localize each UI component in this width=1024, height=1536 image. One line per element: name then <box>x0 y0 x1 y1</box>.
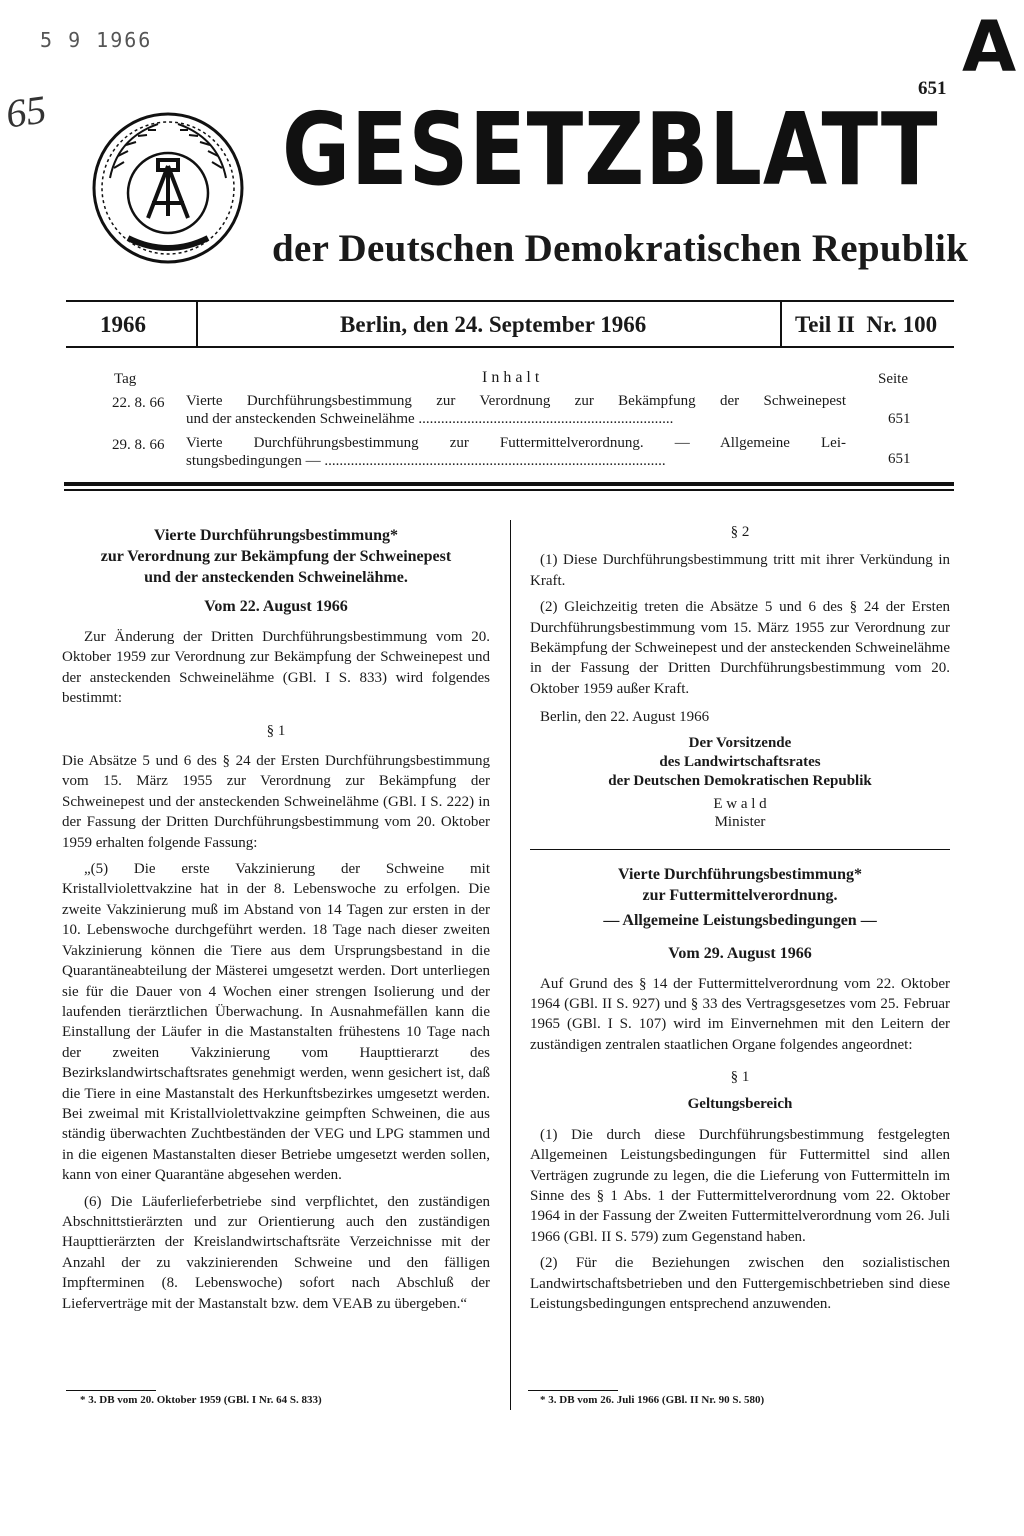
handwritten-letter: A <box>962 6 1017 88</box>
masthead-title: GESETZBLATT <box>282 91 939 208</box>
bar-divider <box>196 300 198 346</box>
bar-top-rule <box>66 300 954 302</box>
right-section-2-para-2: (2) Gleichzeitig treten die Absätze 5 und 6 des § 24 der Ersten Durchführungsbestimmung vom 15. März 1955 zur Verordnung zur Bekämpfung der Schweinepest und der ansteckenden Schweinelähme in der Fassung der Dritten Durchführungsbestimmung vom 20. Oktober 1959 außer Kraft. <box>530 599 950 697</box>
right-title-line: — Allgemeine Leistungsbedingungen — <box>603 911 877 929</box>
state-emblem-icon <box>88 108 248 268</box>
right-footnote: * 3. DB vom 26. Juli 1966 (GBl. II Nr. 90 S. 580) <box>540 1394 765 1406</box>
signatory-line: der Deutschen Demokratischen Republik <box>608 772 872 789</box>
article-separator <box>530 849 950 850</box>
contents-bottom-rule <box>64 489 954 491</box>
contents-entry-date: 22. 8. 66 <box>112 395 165 411</box>
page-number: 651 <box>918 78 947 99</box>
left-quote-para-5: „(5) Die erste Vakzinierung der Schweine mit Kristallviolettvakzine hat in der 8. Lebenswoche zu erfolgen. Die zweite Vakzinierung muß im Abstand von 14 Tagen zur ersten in der 10. Lebenswoche durchgeführt werden. 18 Tage nach dieser zweiten Vakzinierung können die Tiere aus dem Ursprungsbestand in die Quarantäneabteilung der Mästerei umgesetzt werden. Dort unterliegen sie für die Dauer von 4 Wochen einer strengen Isolierung und der laufenden tierärztlichen Überwachung. In Ausnahmefällen kann die Einstallung der Läufer in die Mastanstalten frühestens 10 Tage nach der zweiten Vakzinierung vom Haupttierarzt des Bezirkslandwirtschaftsrates genehmigt werden, wenn gesichert ist, daß die Tiere in eine Mastanstalt des Herkunftsbezirkes umgesetzt werden. Bei zweimal mit Kristallviolettvakzine geimpften Schweinen, die aus ständig überwachten Zuchtbeständen der VEG und LPG stammen und in die eigenen Mastanstalten dieser Betriebe umgesetzt werden sollen, kann von einer Quarantäne abgesehen werden. <box>62 861 490 1184</box>
contents-entry-line: stungsbedingungen — ........................................................................................... <box>186 453 666 469</box>
contents-bottom-rule <box>64 482 954 486</box>
right-footnote-rule <box>528 1390 618 1391</box>
right-section-1-para-2: (2) Für die Beziehungen zwischen den sozialistischen Landwirtschaftsbetrieben und den Futtergemischbetrieben sind diese Leistungsbedingungen entsprechend anzuwenden. <box>530 1255 950 1312</box>
issue-year: 1966 <box>100 312 146 337</box>
right-section-1: § 1 <box>730 1069 750 1086</box>
column-divider <box>510 520 511 1410</box>
left-footnote: * 3. DB vom 20. Oktober 1959 (GBl. I Nr. 64 S. 833) <box>80 1394 322 1406</box>
received-stamp: 5 9 1966 <box>40 28 153 52</box>
handwritten-page-number: 65 <box>3 86 49 137</box>
contents-day-header: Tag <box>114 371 137 387</box>
right-title-line: Vierte Durchführungsbestimmung* <box>617 865 862 883</box>
signatory-line: des Landwirtschaftsrates <box>659 753 821 770</box>
left-column <box>62 525 490 1314</box>
signatory-role: Minister <box>714 813 766 830</box>
left-footnote-rule <box>66 1390 156 1391</box>
contents-entry-page: 651 <box>888 411 911 427</box>
left-quote-para-6: (6) Die Läuferlieferbetriebe sind verpflichtet, den zuständigen Abschnittstierärzten und zur Orientierung auch den zuständigen Haupttierärzten der Kreislandwirtschaftsräte Verzeichnisse mit der Anzahl der zu vakzinierenden Schweine und den fälligen Impfterminen (8. Lebenswoche) sofort nach Abschluß der Lieferverträge mit der Mastanstalt bzw. dem VEAB zu übergeben.“ <box>62 1193 490 1312</box>
contents-entry-line: Vierte Durchführungsbestimmung zur Futtermittelverordnung. — Allgemeine Lei- <box>186 435 846 451</box>
contents-heading: I n h a l t <box>482 369 540 386</box>
right-section-1-para-1: (1) Die durch diese Durchführungsbestimmung festgelegten Allgemeinen Leistungsbedingungen für Futtermittel sind allen Verträgen zugrunde zu legen, die die Lieferung von Futtermitteln im Sinne des § 1 Abs. 1 der Futtermittelverordnung vom 22. Oktober 1964 in der Fassung der Zweiten Futtermittelverordnung vom 26. Juli 1966 (GBl. II S. 579) zum Gegenstand haben. <box>530 1126 950 1245</box>
left-title-line: Vierte Durchführungsbestimmung* <box>153 527 398 544</box>
left-section-1: § 1 <box>266 722 286 739</box>
left-date: Vom 22. August 1966 <box>204 598 348 615</box>
issue-part-number: Teil II Nr. 100 <box>795 312 938 337</box>
right-column <box>530 522 950 1314</box>
right-intro: Auf Grund des § 14 der Futtermittelverordnung vom 22. Oktober 1964 (GBl. II S. 927) und § 33 des Vertragsgesetzes vom 25. Februar 1965 (GBl. I S. 107) wird im Einvernehmen mit den Leitern der zuständigen zentralen staatlichen Organe folgendes angeordnet: <box>530 975 950 1053</box>
issue-place-date: Berlin, den 24. September 1966 <box>340 312 647 337</box>
right-section-2: § 2 <box>730 524 750 540</box>
left-title-line: und der ansteckenden Schweinelähme. <box>144 569 408 586</box>
signed-place-date: Berlin, den 22. August 1966 <box>540 709 710 726</box>
contents-entry-line: Vierte Durchführungsbestimmung zur Verordnung zur Bekämpfung der Schweinepest <box>186 393 846 409</box>
signatory-line: Der Vorsitzende <box>688 734 792 751</box>
left-intro: Zur Änderung der Dritten Durchführungsbestimmung vom 20. Oktober 1959 zur Verordnung zur Bekämpfung der Schweinepest und der ansteckenden Schweinelähme (GBl. I S. 833) wird folgendes bestimmt: <box>62 629 490 707</box>
left-title-line: zur Verordnung zur Bekämpfung der Schweinepest <box>100 548 452 565</box>
contents-page-header: Seite <box>878 371 908 387</box>
right-title-line: zur Futtermittelverordnung. <box>642 886 838 904</box>
contents-entry-line: und der ansteckenden Schweinelähme .................................................................... <box>186 411 674 427</box>
contents-entry-date: 29. 8. 66 <box>112 437 165 453</box>
left-section-1-text: Die Absätze 5 und 6 des § 24 der Ersten Durchführungsbestimmung vom 15. März 1955 zur Verordnung zur Bekämpfung der Schweinepest und der ansteckenden Schweinelähme (GBl. I S. 222) in der Fassung der Dritten Durchführungsbestimmung vom 20. Oktober 1959 erhalten folgende Fassung: <box>62 753 490 851</box>
bar-divider <box>780 300 782 346</box>
bar-bottom-rule <box>66 346 954 348</box>
right-section-2-para-1: (1) Diese Durchführungsbestimmung tritt mit ihrer Verkündung in Kraft. <box>530 552 950 589</box>
signatory-name: E w a l d <box>713 795 767 812</box>
right-date: Vom 29. August 1966 <box>668 944 812 962</box>
right-section-1-title: Geltungsbereich <box>687 1095 793 1112</box>
masthead-subtitle: der Deutschen Demokratischen Republik <box>272 227 969 270</box>
contents-entry-page: 651 <box>888 451 911 467</box>
